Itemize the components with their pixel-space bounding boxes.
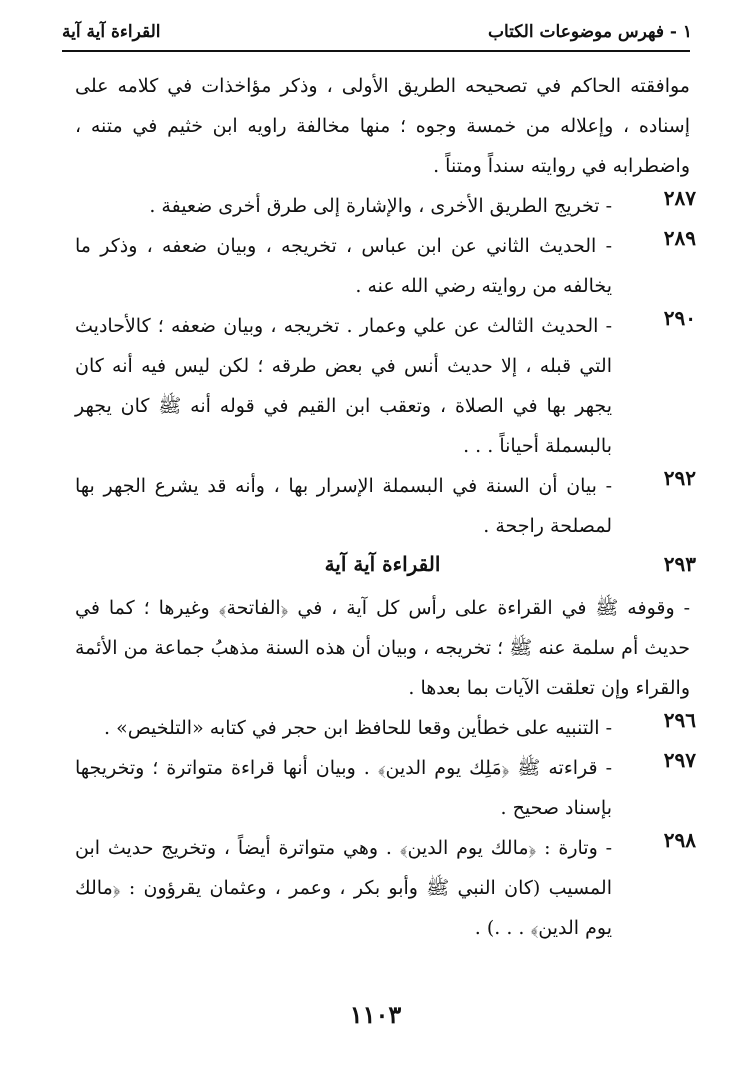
entry-text: - الحديث الثالث عن علي وعمار . تخريجه ، وبيان ضعفه ؛ كالأحاديث التي قبله ، إلا حديث أنس في بعض طرقه ؛ لكن ليس فيه أنه كان يجهر بها في الصلاة ، وتعقب ابن القيم في قوله أنه ﷺ كان يجهر بالبسملة أحياناً . . . (75, 315, 612, 457)
index-entry (75, 66, 690, 186)
section-page-number: ٢٩٣ (663, 552, 696, 576)
entry-page-number: ٢٩٧ (663, 748, 696, 772)
header-divider (62, 50, 690, 52)
header-chapter-title: ١ - فهرس موضوعات الكتاب (487, 22, 692, 42)
header-section-title: القراءة آية آية (62, 22, 161, 42)
entry-text: - الحديث الثاني عن ابن عباس ، تخريجه ، وبيان ضعفه ، وذكر ما يخالفه من روايته رضي الله عنه . (75, 235, 612, 297)
section-heading (75, 548, 696, 588)
index-entry (75, 226, 696, 306)
entry-page-number: ٢٩٢ (663, 466, 696, 490)
entry-page-number: ٢٩٦ (663, 708, 696, 732)
entry-text: - قراءته ﷺ ﴿مَلِك يوم الدين﴾ . وبيان أنها قراءة متواترة ؛ وتخريجها بإسناد صحيح . (75, 757, 612, 819)
entry-text: - تخريج الطريق الأخرى ، والإشارة إلى طرق أخرى ضعيفة . (149, 195, 612, 217)
entry-text: - وتارة : ﴿مالك يوم الدين﴾ . وهي متواترة أيضاً ، وتخريج حديث ابن المسيب (كان النبي ﷺ وأبو بكر ، وعمر ، وعثمان يقرؤون : ﴿مالك يوم الدين﴾ . . .) . (75, 837, 612, 939)
index-entry (75, 466, 696, 546)
entry-page-number: ٢٨٩ (663, 226, 696, 250)
index-entry (75, 748, 696, 828)
entry-page-number: ٢٩٠ (663, 306, 696, 330)
running-header (62, 22, 692, 48)
entry-text: - بيان أن السنة في البسملة الإسرار بها ، وأنه قد يشرع الجهر بها لمصلحة راجحة . (75, 475, 612, 537)
entry-text: موافقته الحاكم في تصحيحه الطريق الأولى ، وذكر مؤاخذات في كلامه على إسناده ، وإعلاله من خمسة وجوه ؛ منها مخالفة راويه ابن خثيم في متنه ، واضطرابه في روايته سنداً ومتناً . (75, 75, 690, 177)
index-entry (75, 588, 690, 708)
entry-page-number: ٢٩٨ (663, 828, 696, 852)
index-entry (75, 306, 696, 466)
index-entry (75, 186, 696, 226)
index-entries (75, 66, 696, 948)
entry-page-number: ٢٨٧ (663, 186, 696, 210)
page-number: ١١٠٣ (349, 1000, 402, 1029)
index-entry (75, 708, 696, 748)
index-entry (75, 828, 696, 948)
entry-text: - وقوفه ﷺ في القراءة على رأس كل آية ، في ﴿الفاتحة﴾ وغيرها ؛ كما في حديث أم سلمة عنه ﷺ ؛ تخريجه ، وبيان أن هذه السنة مذهبُ جماعة من الأئمة والقراء وإن تعلقت الآيات بما بعدها . (75, 597, 690, 699)
section-title: القراءة آية آية (324, 552, 441, 576)
entry-text: - التنبيه على خطأين وقعا للحافظ ابن حجر في كتابه «التلخيص» . (104, 717, 612, 739)
